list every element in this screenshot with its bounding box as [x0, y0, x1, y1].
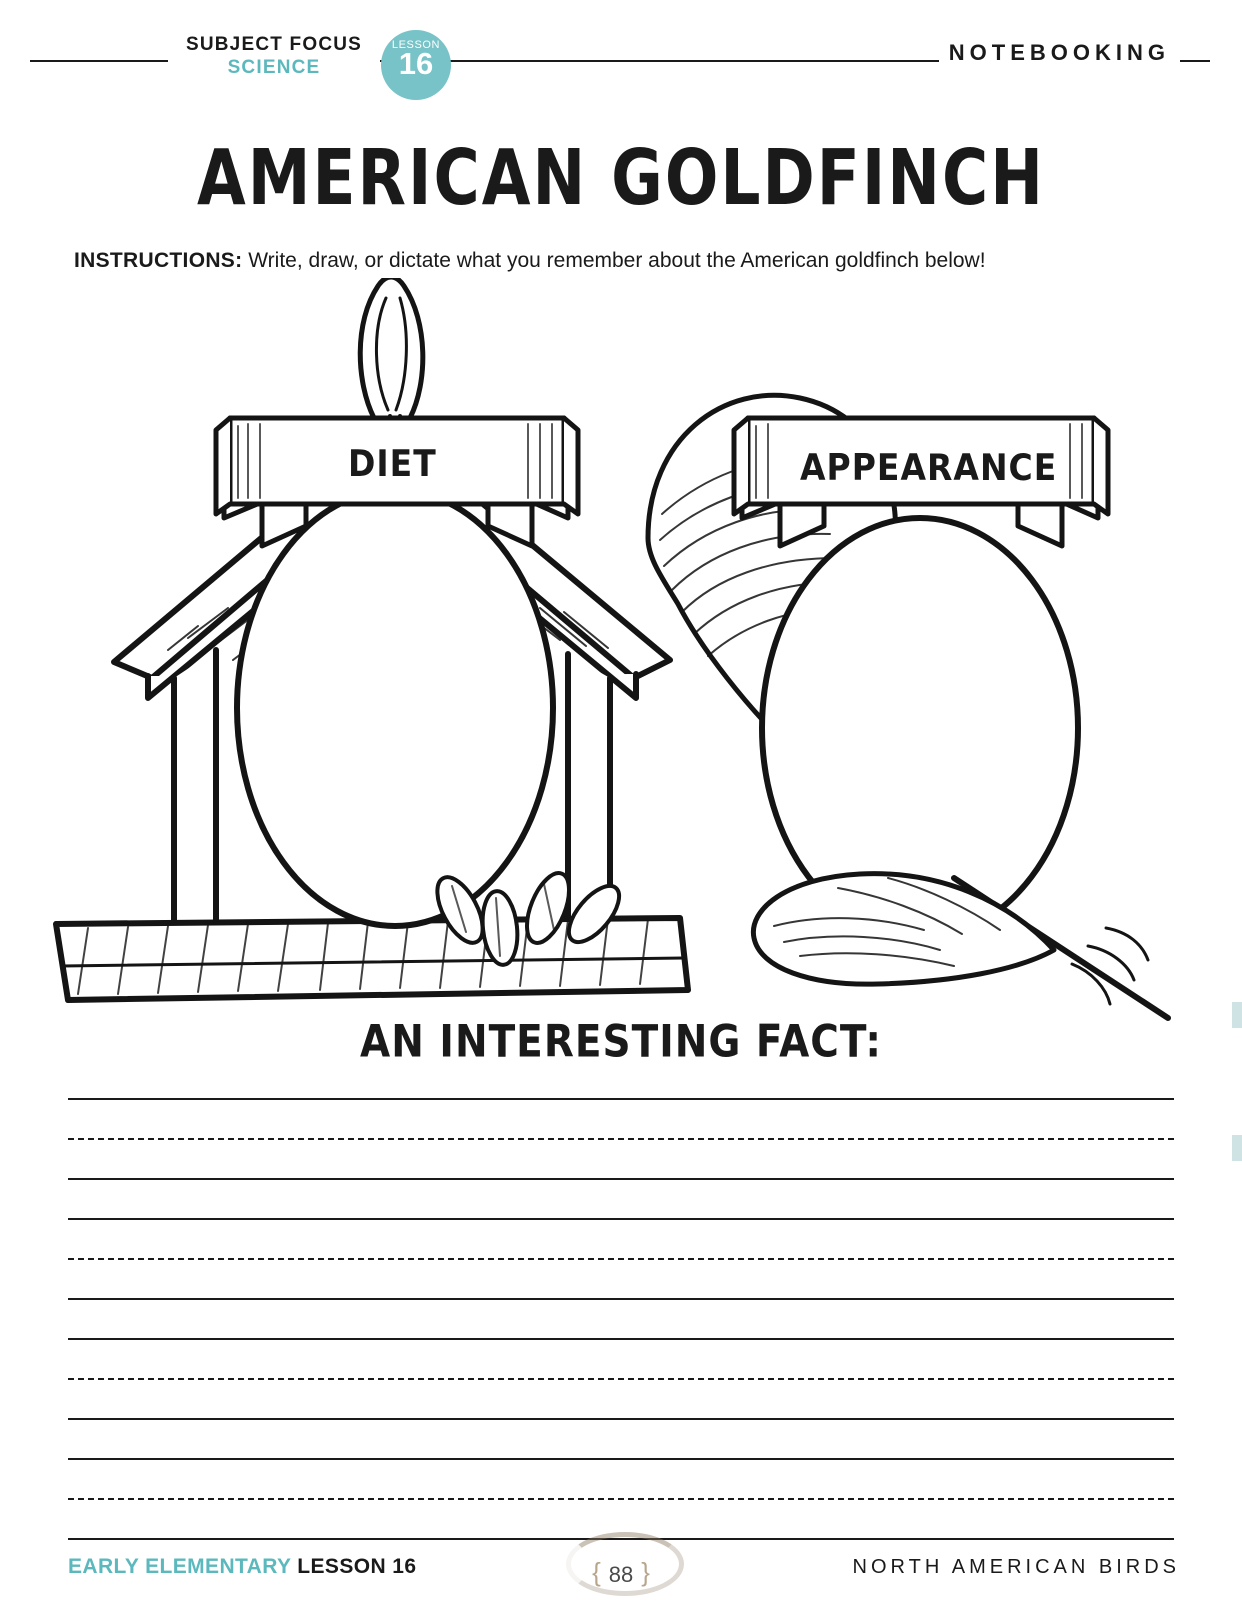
instructions	[74, 248, 1174, 274]
page-header	[0, 0, 1242, 100]
worksheet-illustration	[48, 278, 1208, 1038]
lesson-badge-label: LESSON	[391, 39, 441, 51]
footer-lesson-label: LESSON 16	[291, 1555, 417, 1578]
page-number-value: 88	[608, 1562, 634, 1587]
page-footer	[0, 1524, 1242, 1604]
diet-banner-label: DIET	[348, 442, 437, 485]
edge-marker	[1232, 1002, 1242, 1028]
lesson-badge-number: 16	[398, 46, 434, 81]
appearance-banner-label: APPEARANCE	[800, 446, 1058, 489]
writing-lines	[68, 1098, 1174, 1540]
brace-left-icon: {	[592, 1557, 601, 1587]
edge-marker	[1232, 1135, 1242, 1161]
subject-focus-block	[168, 34, 380, 80]
instructions-label: INSTRUCTIONS:	[74, 249, 243, 272]
illustration-area	[48, 278, 1208, 1038]
footer-unit-label: NORTH AMERICAN BIRDS	[852, 1556, 1180, 1578]
brace-right-icon: }	[641, 1557, 650, 1587]
section-label: NOTEBOOKING	[939, 40, 1180, 66]
footer-level-label: EARLY ELEMENTARY	[68, 1555, 292, 1578]
instructions-text: Write, draw, or dictate what you remember about the American goldfinch below!	[242, 249, 986, 272]
subject-name: SCIENCE	[227, 57, 321, 78]
page-title: AMERICAN GOLDFINCH	[197, 133, 1045, 223]
interesting-fact-heading: AN INTERESTING FACT:	[360, 1016, 882, 1068]
subject-focus-label: SUBJECT FOCUS	[185, 34, 363, 55]
lesson-badge	[381, 30, 451, 100]
